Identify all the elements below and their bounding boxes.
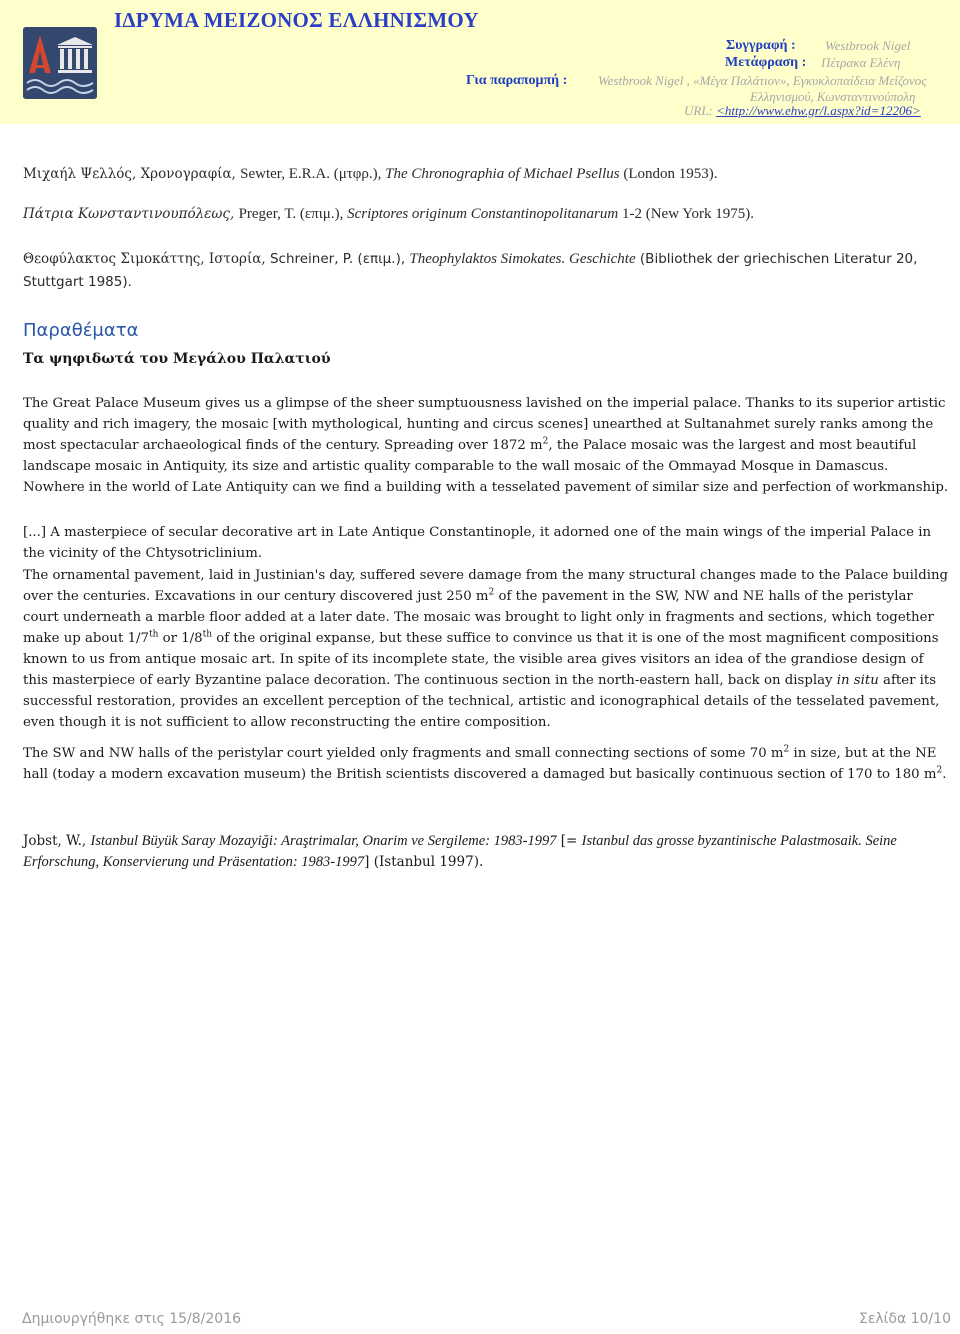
reference-editor: Sewter, E.R.A. (μτφρ.), <box>240 166 386 182</box>
author-value: Westbrook Nigel <box>825 38 911 53</box>
translation-value-row <box>821 55 900 71</box>
foundation-logo <box>23 27 97 99</box>
translation-row <box>725 54 806 71</box>
bibliographic-citation: Jobst, W., Istanbul Büyük Saray Mozayiği: Araştrimalar, Onarim ve Sergileme: 1983-1997 [= Istanbul das grosse byzantinische Palastmosaik. Seine Erforschung, Konservierung und Präsentation: 1983-1997] (Istanbul 1997). <box>23 833 897 870</box>
reference-publication: 1-2 (New York 1975). <box>618 206 755 222</box>
author-label: Συγγραφή : <box>726 38 796 53</box>
reference-title: Theophylaktos Simokates. Geschichte <box>409 251 636 267</box>
page-number: Σελίδα 10/10 <box>858 1311 951 1327</box>
reference-item <box>23 166 718 183</box>
translation-value: Πέτρακα Ελένη <box>821 55 901 70</box>
reference-source: Μιχαήλ Ψελλός, Χρονογραφία, <box>23 166 241 182</box>
reference-title: Scriptores originum Constantinopolitanarum <box>347 206 619 222</box>
quote-title: Τα ψηφιδωτά του Μεγάλου Παλατιού <box>23 351 331 367</box>
citation-line1-row <box>598 73 927 89</box>
citation-line-2: Ελληνισμού, Κωνσταντινούπολη <box>750 89 916 104</box>
reference-item <box>23 206 754 223</box>
quote-paragraph: [...] A masterpiece of secular decorative art in Late Antique Constantinople, it adorned one of the main wings of the imperial Palace in the vicinity of the Chtysotriclinium. <box>23 525 932 561</box>
quote-paragraph: The Great Palace Museum gives us a glimpse of the sheer sumptuousness lavished on the imperial palace. Thanks to its superior artistic quality and rich imagery, the mosaic [with mythological, hunting and circus scenes] unearthed at Sultanahmet surely ranks among the most spectacular archaeological finds of the century. Spreading over 1872 $m^2$, the Palace mosaic was the largest and most beautiful landscape mosaic in Antiquity, its size and artistic quality comparable to the wall mosaic of the Ommayad Mosque in Damascus. Nowhere in the world of Late Antiquity can we find a building with a tesselated pavement of similar size and perfection of workmanship. <box>23 396 949 495</box>
reference-publication-continued: Stuttgart 1985). <box>23 274 132 290</box>
url-label: URL: <box>684 103 717 118</box>
citation-label: Για παραπομπή : <box>466 73 568 88</box>
author-value-row <box>825 38 910 54</box>
reference-source: Θεοφύλακτος Σιμοκάττης, Ιστορία, <box>23 251 270 267</box>
creation-date: Δημιουργήθηκε στις 15/8/2016 <box>22 1311 242 1327</box>
reference-editor: Schreiner, P. (επιμ.), <box>269 251 410 267</box>
quote-paragraph: The SW and NW halls of the peristylar court yielded only fragments and small connecting sections of some 70 $m^2$ in size, but at the NE hall (today a modern excavation museum) the British scientists discovered a damaged but basically continuous section of 170 to 180 $m^2$. <box>23 744 947 782</box>
organization-title: ΙΔΡΥΜΑ ΜΕΙΖΟΝΟΣ ΕΛΛΗΝΙΣΜΟΥ <box>114 8 479 32</box>
citation-label-row <box>466 72 567 89</box>
reference-publication: (London 1953). <box>619 166 718 182</box>
reference-item <box>23 251 917 268</box>
citation-line-1: Westbrook Nigel , «Μέγα Παλάτιον», Εγκυκλοπαίδεια Μείζονος <box>598 73 927 88</box>
reference-item-continued <box>23 274 132 290</box>
url-row <box>684 103 921 119</box>
section-heading: Παραθέματα <box>23 320 139 341</box>
translation-label: Μετάφραση : <box>725 55 807 70</box>
document-header <box>0 0 960 124</box>
reference-publication: (Bibliothek der griechischen Literatur 20, <box>635 251 918 267</box>
reference-source: Πάτρια Κωνσταντινουπόλεως, <box>23 206 239 222</box>
reference-title: The Chronographia of Michael Psellus <box>385 166 620 182</box>
author-row <box>726 37 796 54</box>
url-link[interactable]: <http://www.ehw.gr/l.aspx?id=12206> <box>716 103 921 118</box>
quote-paragraph: The ornamental pavement, laid in Justinian's day, suffered severe damage from the many structural changes made to the Palace building over the centuries. Excavations in our century discovered just 250 $m^2$ of the pavement in the SW, NW and NE halls of the peristylar court underneath a marble floor added at a later date. The mosaic was brought to light only in fragments and sections, which together make up about 1/7th or 1/8th of the original expanse, but these suffice to convince us that it is one of the most magnificent compositions known to us from antique mosaic art. In spite of its incomplete state, the visible area gives visitors an idea of the grandiose design of this masterpiece of early Byzantine palace decoration. The continuous section in the north-eastern hall, back on display in situ after its successful restoration, provides an excellent perception of the technical, artistic and iconographical details of the tesselated pavement, even though it is not sufficient to allow reconstructing the entire composition. <box>23 568 949 730</box>
reference-editor: Preger, T. (επιμ.), <box>238 206 348 222</box>
